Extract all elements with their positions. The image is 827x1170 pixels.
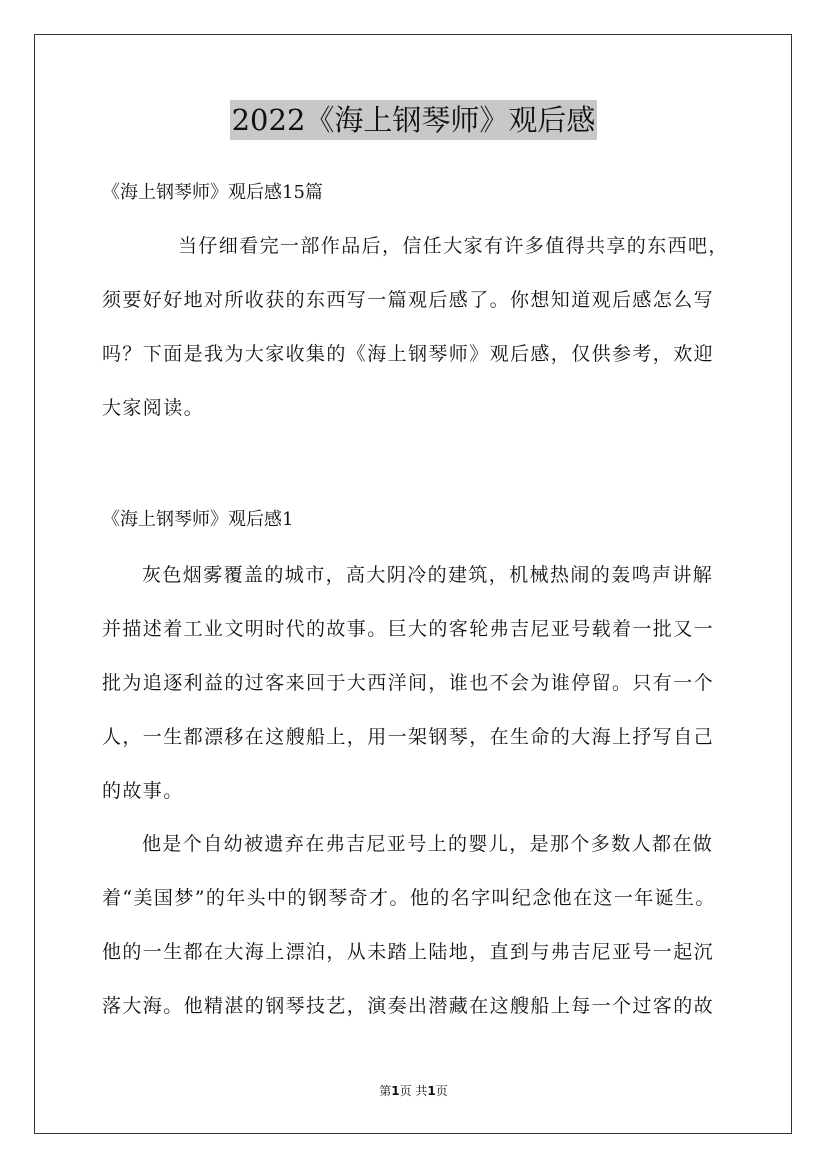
paragraph-2-line-2: 着“美国梦”的年头中的钢琴奇才。他的名字叫纪念他在这一年诞生。 [102, 887, 716, 909]
footer-page-current: 1 [391, 1084, 400, 1098]
paragraph-2-line-4: 落大海。他精湛的钢琴技艺，演奏出潜藏在这艘船上每一个过客的故 [102, 995, 715, 1017]
document-subtitle: 《海上钢琴师》观后感15篇 [102, 182, 323, 203]
paragraph-1-line-3: 批为追逐利益的过客来回于大西洋间，谁也不会为谁停留。只有一个 [102, 672, 715, 694]
paragraph-2-line-1: 他是个自幼被遗弃在弗吉尼亚号上的婴儿，是那个多数人都在做 [142, 833, 714, 855]
intro-line-1: 当仔细看完一部作品后，信任大家有许多值得共享的东西吧， [178, 235, 729, 257]
intro-line-4: 大家阅读。 [102, 397, 205, 419]
footer-label-mid: 页 共 [399, 1084, 428, 1098]
intro-paragraph [102, 219, 742, 435]
intro-line-3: 吗？下面是我为大家收集的《海上钢琴师》观后感，仅供参考，欢迎 [102, 343, 715, 365]
paragraph-1 [102, 548, 742, 818]
document-title: 2022《海上钢琴师》观后感 [230, 100, 598, 140]
footer-page-total: 1 [427, 1084, 436, 1098]
paragraph-1-line-1: 灰色烟雾覆盖的城市，高大阴冷的建筑，机械热闹的轰鸣声讲解 [142, 564, 714, 586]
footer-label-pre: 第 [379, 1084, 392, 1098]
intro-line-2: 须要好好地对所收获的东西写一篇观后感了。你想知道观后感怎么写 [102, 289, 715, 311]
paragraph-1-line-2: 并描述着工业文明时代的故事。巨大的客轮弗吉尼亚号载着一批又一 [102, 618, 715, 640]
title-wrapper [0, 100, 827, 140]
footer-label-post: 页 [435, 1084, 448, 1098]
paragraph-2 [102, 817, 742, 1033]
paragraph-1-line-4: 人，一生都漂移在这艘船上，用一架钢琴，在生命的大海上抒写自己 [102, 726, 715, 748]
page-footer [0, 1083, 827, 1099]
paragraph-2-line-3: 他的一生都在大海上漂泊，从未踏上陆地，直到与弗吉尼亚号一起沉 [102, 941, 715, 963]
section-heading: 《海上钢琴师》观后感1 [102, 509, 294, 530]
paragraph-1-line-5: 的故事。 [102, 780, 184, 802]
